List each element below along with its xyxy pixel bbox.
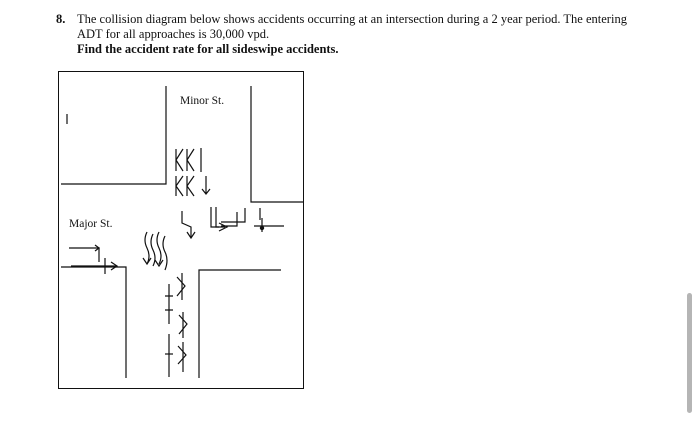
west-approach-arrows	[69, 245, 117, 274]
major-street-label: Major St.	[65, 217, 116, 231]
question-text	[56, 12, 676, 57]
sideswipe-symbols-south	[165, 273, 187, 377]
vertical-scrollbar[interactable]	[687, 293, 692, 413]
east-approach-arrows	[221, 208, 284, 232]
turning-arrows-center	[182, 207, 227, 238]
question-prompt: Find the accident rate for all sideswipe accidents.	[77, 42, 339, 56]
collision-diagram-drawing	[59, 72, 305, 390]
minor-street-label: Minor St.	[176, 94, 228, 108]
merge-arrows-southwest	[143, 232, 167, 270]
sideswipe-symbols-north	[176, 148, 210, 196]
question-number: 8.	[56, 12, 66, 26]
collision-diagram	[58, 71, 304, 389]
question-line-2: ADT for all approaches is 30,000 vpd.	[77, 27, 270, 41]
curb-lines	[61, 86, 303, 378]
question-line-1: 8. The collision diagram below shows accidents occurring at an intersection during a 2 year period. The entering	[56, 12, 627, 26]
